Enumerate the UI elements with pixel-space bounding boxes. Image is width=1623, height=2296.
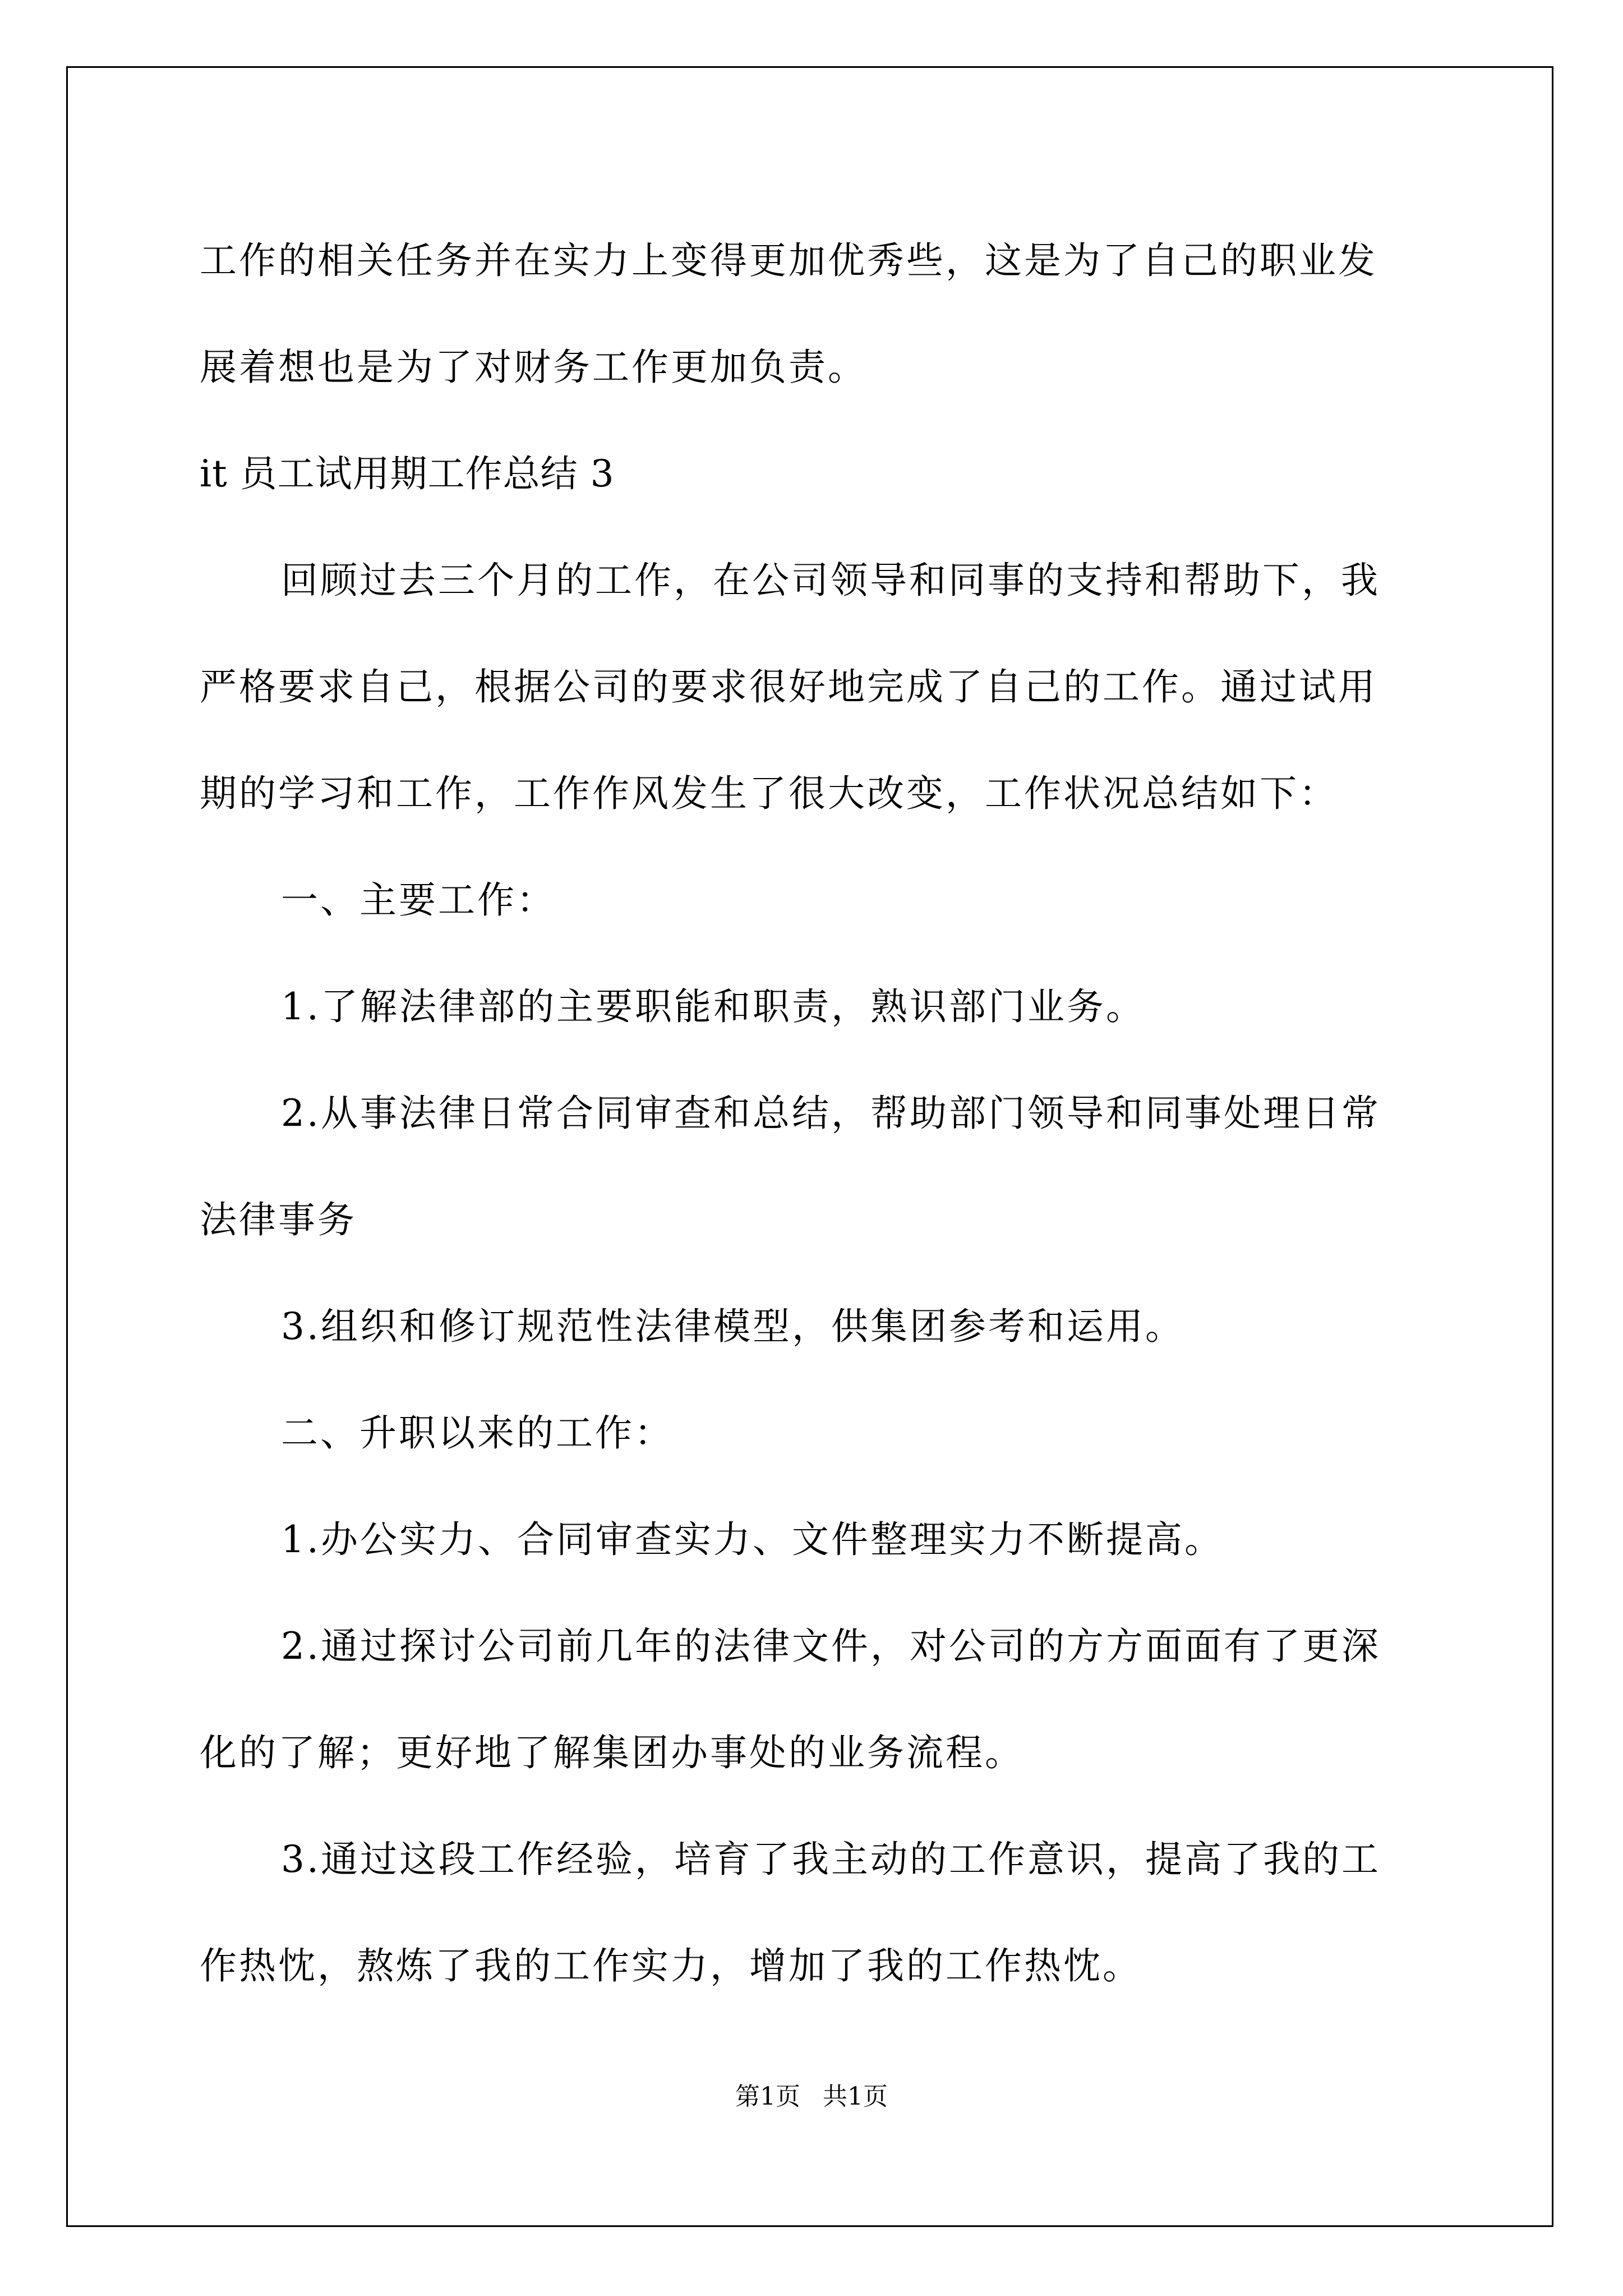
- list-item-continuation: 化的了解；更好地了解集团办事处的业务流程。: [200, 1731, 1024, 1774]
- list-item: 2.通过探讨公司前几年的法律文件，对公司的方方面面有了更深: [281, 1625, 1381, 1668]
- list-item: 1.了解法律部的主要职能和职责，熟识部门业务。: [281, 985, 1145, 1028]
- section-heading: 二、升职以来的工作：: [281, 1411, 674, 1455]
- paragraph-line: 严格要求自己，根据公司的要求很好地完成了自己的工作。通过试用: [200, 665, 1377, 708]
- section-heading: 一、主要工作：: [281, 878, 556, 922]
- list-item: 1.办公实力、合同审查实力、文件整理实力不断提高。: [281, 1518, 1224, 1561]
- list-item-continuation: 作热忱，熬炼了我的工作实力，增加了我的工作热忱。: [200, 1944, 1142, 1987]
- paragraph-line: 回顾过去三个月的工作，在公司领导和同事的支持和帮助下，我: [281, 559, 1380, 602]
- page-number: 第1页: [735, 2082, 800, 2111]
- list-item-continuation: 法律事务: [200, 1198, 357, 1241]
- paragraph-line: 期的学习和工作，工作作风发生了很大改变，工作状况总结如下：: [200, 772, 1338, 815]
- paragraph-line: 工作的相关任务并在实力上变得更加优秀些，这是为了自己的职业发: [200, 239, 1377, 282]
- section-title: it 员工试用期工作总结 3: [200, 452, 615, 495]
- document-body: [200, 208, 1433, 2019]
- page-footer: [0, 2080, 1623, 2114]
- list-item: 2.从事法律日常合同审查和总结，帮助部门领导和同事处理日常: [281, 1092, 1381, 1135]
- paragraph-line: 展着想也是为了对财务工作更加负责。: [200, 346, 867, 389]
- page-total: 共1页: [823, 2082, 888, 2111]
- list-item: 3.通过这段工作经验，培育了我主动的工作意识，提高了我的工: [281, 1838, 1381, 1881]
- list-item: 3.组织和修订规范性法律模型，供集团参考和运用。: [281, 1305, 1184, 1348]
